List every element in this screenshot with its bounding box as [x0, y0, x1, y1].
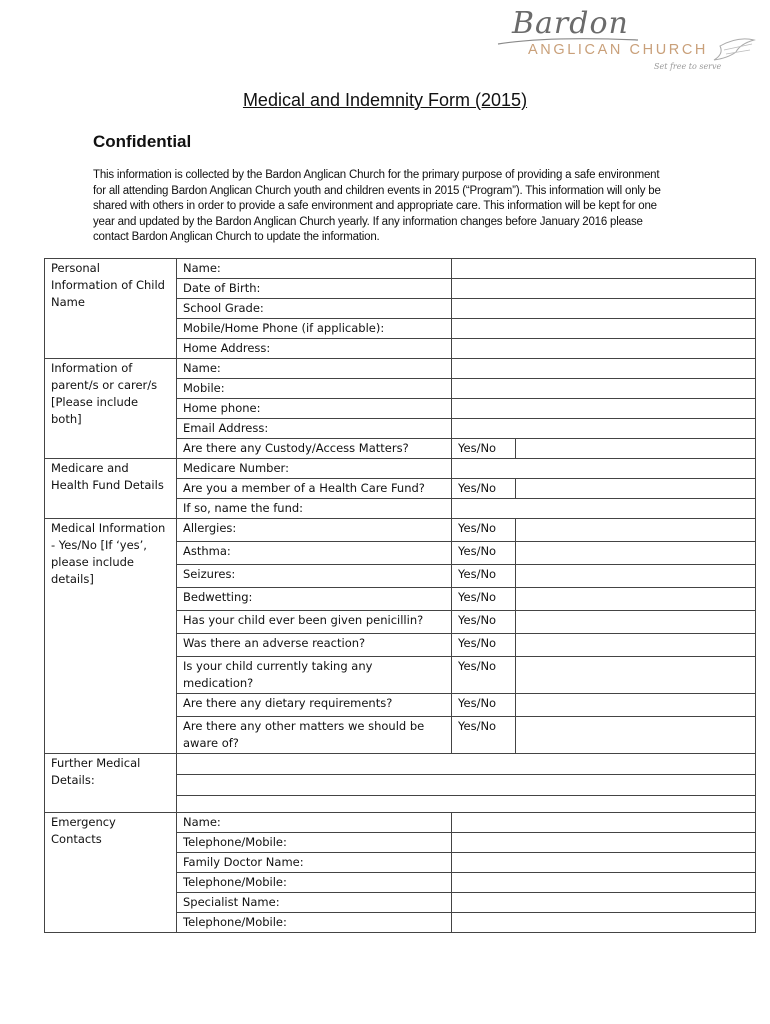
field-label-other-matters: Are there any other matters we should be aware of? — [177, 717, 452, 754]
intro-paragraph: This information is collected by the Bardon Anglican Church for the primary purpose of providing a safe environment for all attending Bardon Anglican Church youth and children events in 2015 (“Program”). This information will only be shared with others in order to provide a safe environment and appropriate care. This information will be kept for one year and updated by the Bardon Anglican Church yearly. If any information changes before January 2016 please contact Bardon Anglican Church to update the information. — [93, 169, 661, 244]
input-medication-details[interactable] — [516, 657, 756, 694]
section-label-parent: Information of parent/s or carer/s [Please include both] — [45, 359, 177, 459]
input-further-details-line-2[interactable] — [177, 775, 756, 796]
yes-no-health-fund[interactable]: Yes/No — [452, 479, 516, 499]
table-row — [45, 459, 756, 479]
input-parent-email[interactable] — [452, 419, 756, 439]
table-row — [45, 754, 756, 775]
church-logo — [488, 6, 760, 78]
input-further-details-line-1[interactable] — [177, 754, 756, 775]
logo-script-text: Bardon — [512, 6, 629, 41]
field-label-parent-email: Email Address: — [177, 419, 452, 439]
yes-no-bedwetting[interactable]: Yes/No — [452, 588, 516, 611]
input-other-matters-details[interactable] — [516, 717, 756, 754]
field-label-medicare-number: Medicare Number: — [177, 459, 452, 479]
input-further-details-line-3[interactable] — [177, 796, 756, 813]
field-label-custody: Are there any Custody/Access Matters? — [177, 439, 452, 459]
field-label-asthma: Asthma: — [177, 542, 452, 565]
section-label-emergency: Emergency Contacts — [45, 813, 177, 933]
logo-tagline: Set free to serve — [654, 62, 722, 71]
input-seizures-details[interactable] — [516, 565, 756, 588]
section-label-medicare: Medicare and Health Fund Details — [45, 459, 177, 519]
input-medicare-number[interactable] — [452, 459, 756, 479]
input-allergies-details[interactable] — [516, 519, 756, 542]
input-parent-mobile[interactable] — [452, 379, 756, 399]
input-dietary-details[interactable] — [516, 694, 756, 717]
input-parent-name[interactable] — [452, 359, 756, 379]
field-label-emergency-phone: Telephone/Mobile: — [177, 833, 452, 853]
input-adverse-reaction-details[interactable] — [516, 634, 756, 657]
field-label-parent-mobile: Mobile: — [177, 379, 452, 399]
input-doctor-phone[interactable] — [452, 873, 756, 893]
field-label-child-dob: Date of Birth: — [177, 279, 452, 299]
field-label-dietary: Are there any dietary requirements? — [177, 694, 452, 717]
input-fund-name[interactable] — [452, 499, 756, 519]
field-label-seizures: Seizures: — [177, 565, 452, 588]
input-school-grade[interactable] — [452, 299, 756, 319]
field-label-doctor-phone: Telephone/Mobile: — [177, 873, 452, 893]
medical-form-table — [44, 258, 756, 933]
input-bedwetting-details[interactable] — [516, 588, 756, 611]
input-doctor-name[interactable] — [452, 853, 756, 873]
yes-no-dietary[interactable]: Yes/No — [452, 694, 516, 717]
field-label-home-address: Home Address: — [177, 339, 452, 359]
field-label-parent-home-phone: Home phone: — [177, 399, 452, 419]
logo-church-text: ANGLICAN CHURCH — [528, 42, 708, 58]
input-parent-home-phone[interactable] — [452, 399, 756, 419]
field-label-school-grade: School Grade: — [177, 299, 452, 319]
input-custody-details[interactable] — [516, 439, 756, 459]
field-label-child-name: Name: — [177, 259, 452, 279]
input-child-phone[interactable] — [452, 319, 756, 339]
input-emergency-phone[interactable] — [452, 833, 756, 853]
input-specialist-name[interactable] — [452, 893, 756, 913]
table-row — [45, 359, 756, 379]
field-label-adverse-reaction: Was there an adverse reaction? — [177, 634, 452, 657]
yes-no-allergies[interactable]: Yes/No — [452, 519, 516, 542]
section-label-child: Personal Information of Child Name — [45, 259, 177, 359]
input-asthma-details[interactable] — [516, 542, 756, 565]
table-row — [45, 259, 756, 279]
field-label-doctor-name: Family Doctor Name: — [177, 853, 452, 873]
yes-no-custody[interactable]: Yes/No — [452, 439, 516, 459]
yes-no-adverse-reaction[interactable]: Yes/No — [452, 634, 516, 657]
field-label-specialist-phone: Telephone/Mobile: — [177, 913, 452, 933]
confidential-heading: Confidential — [93, 132, 192, 151]
input-child-name[interactable] — [452, 259, 756, 279]
input-penicillin-details[interactable] — [516, 611, 756, 634]
page-title: Medical and Indemnity Form (2015) — [242, 90, 528, 110]
field-label-penicillin: Has your child ever been given penicillin? — [177, 611, 452, 634]
yes-no-other-matters[interactable]: Yes/No — [452, 717, 516, 754]
field-label-child-phone: Mobile/Home Phone (if applicable): — [177, 319, 452, 339]
input-home-address[interactable] — [452, 339, 756, 359]
table-row — [45, 813, 756, 833]
field-label-fund-name: If so, name the fund: — [177, 499, 452, 519]
input-specialist-phone[interactable] — [452, 913, 756, 933]
yes-no-asthma[interactable]: Yes/No — [452, 542, 516, 565]
yes-no-penicillin[interactable]: Yes/No — [452, 611, 516, 634]
table-row — [45, 519, 756, 542]
field-label-allergies: Allergies: — [177, 519, 452, 542]
section-label-medical: Medical Information - Yes/No [If ‘yes’, please include details] — [45, 519, 177, 754]
field-label-specialist-name: Specialist Name: — [177, 893, 452, 913]
field-label-bedwetting: Bedwetting: — [177, 588, 452, 611]
input-child-dob[interactable] — [452, 279, 756, 299]
field-label-medication: Is your child currently taking any medication? — [177, 657, 452, 694]
input-emergency-name[interactable] — [452, 813, 756, 833]
field-label-emergency-name: Name: — [177, 813, 452, 833]
yes-no-seizures[interactable]: Yes/No — [452, 565, 516, 588]
field-label-parent-name: Name: — [177, 359, 452, 379]
section-label-further: Further Medical Details: — [45, 754, 177, 813]
input-health-fund-details[interactable] — [516, 479, 756, 499]
yes-no-medication[interactable]: Yes/No — [452, 657, 516, 694]
field-label-health-fund-member: Are you a member of a Health Care Fund? — [177, 479, 452, 499]
